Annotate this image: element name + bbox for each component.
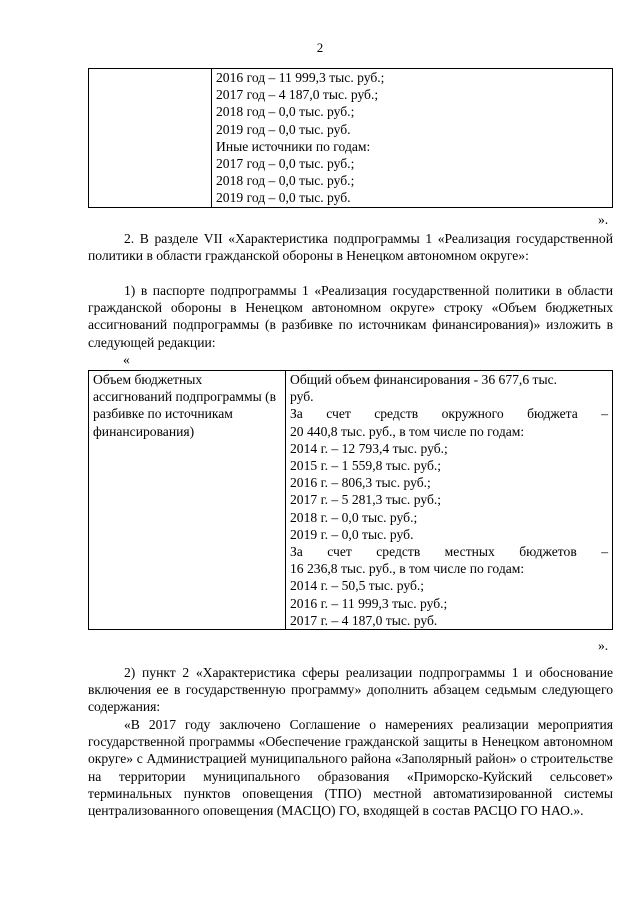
district-year-line: 2018 г. – 0,0 тыс. руб.;	[290, 509, 418, 525]
local-year-line: 2017 г. – 4 187,0 тыс. руб.	[290, 612, 438, 628]
funding-line: Иные источники по годам:	[216, 138, 371, 154]
local-budget-line: За счет средств местных бюджетов –	[290, 544, 608, 560]
district-year-line: 2019 г. – 0,0 тыс. руб.	[290, 526, 414, 542]
district-budget-line: 20 440,8 тыс. руб., в том числе по годам:	[290, 423, 525, 439]
closing-quote: ».	[598, 212, 609, 227]
total-funding-line: руб.	[290, 389, 314, 405]
closing-quote: ».	[598, 638, 609, 653]
section-2-item-1: 1) в паспорте подпрограммы 1 «Реализация государственной политики в области гражданской обороны в Ненецком автономном округе» строку «Объем бюджетных ассигнований подпрограммы (в разбивке по источникам финансирования)» изложить в следующей редакции:	[88, 283, 613, 350]
total-funding-line: Общий объем финансирования - 36 677,6 тыс.	[290, 372, 558, 387]
continued-table	[88, 68, 613, 208]
district-year-line: 2015 г. – 1 559,8 тыс. руб.;	[290, 458, 442, 474]
budget-values-cell	[286, 371, 613, 630]
funding-line: 2018 год – 0,0 тыс. руб.;	[216, 104, 355, 120]
district-year-line: 2016 г. – 806,3 тыс. руб.;	[290, 475, 431, 491]
budget-table	[88, 370, 613, 630]
page-number: 2	[316, 40, 324, 55]
local-year-line: 2016 г. – 11 999,3 тыс. руб.;	[290, 595, 448, 611]
opening-quote: «	[123, 352, 130, 367]
district-year-line: 2014 г. – 12 793,4 тыс. руб.;	[290, 440, 448, 456]
funding-line: 2019 год – 0,0 тыс. руб.	[216, 190, 351, 206]
budget-label-cell	[89, 371, 286, 630]
local-budget-line: 16 236,8 тыс. руб., в том числе по годам:	[290, 561, 525, 577]
funding-line: 2016 год – 11 999,3 тыс. руб.;	[216, 70, 385, 85]
district-budget-line: За счет средств окружного бюджета –	[290, 406, 608, 422]
district-year-line: 2017 г. – 5 281,3 тыс. руб.;	[290, 492, 442, 508]
budget-label: Объем бюджетных ассигнований подпрограммы (в разбивке по источникам финансирования)	[93, 372, 277, 439]
funding-line: 2017 год – 4 187,0 тыс. руб.;	[216, 87, 379, 103]
funding-line: 2017 год – 0,0 тыс. руб.;	[216, 156, 355, 172]
local-year-line: 2014 г. – 50,5 тыс. руб.;	[290, 578, 425, 594]
item-2-paragraph: 2) пункт 2 «Характеристика сферы реализации подпрограммы 1 и обоснование включения ее в государственную программу» дополнить абзацем седьмым следующего содержания:	[88, 665, 613, 715]
continued-table-values-cell	[212, 69, 613, 208]
section-2-intro: 2. В разделе VII «Характеристика подпрограммы 1 «Реализация государственной политики в области гражданской обороны в Ненецком автономном округе»:	[88, 231, 613, 264]
item-2-quote-paragraph: «В 2017 году заключено Соглашение о намерениях реализации мероприятия государственной программы «Обеспечение гражданской защиты в Ненецком автономном округе» с Администрацией муниципального района «Заполярный район» о строительстве на территории муниципального образования «Приморско-Куйский сельсовет» терминальных пунктов оповещения (ТПО) местной автоматизированной системы централизованного оповещения (МАСЦО) ГО, входящей в состав РАСЦО ГО НАО.».	[88, 717, 613, 819]
continued-table-empty-cell	[89, 69, 212, 208]
funding-line: 2018 год – 0,0 тыс. руб.;	[216, 173, 355, 189]
funding-line: 2019 год – 0,0 тыс. руб.	[216, 121, 351, 137]
